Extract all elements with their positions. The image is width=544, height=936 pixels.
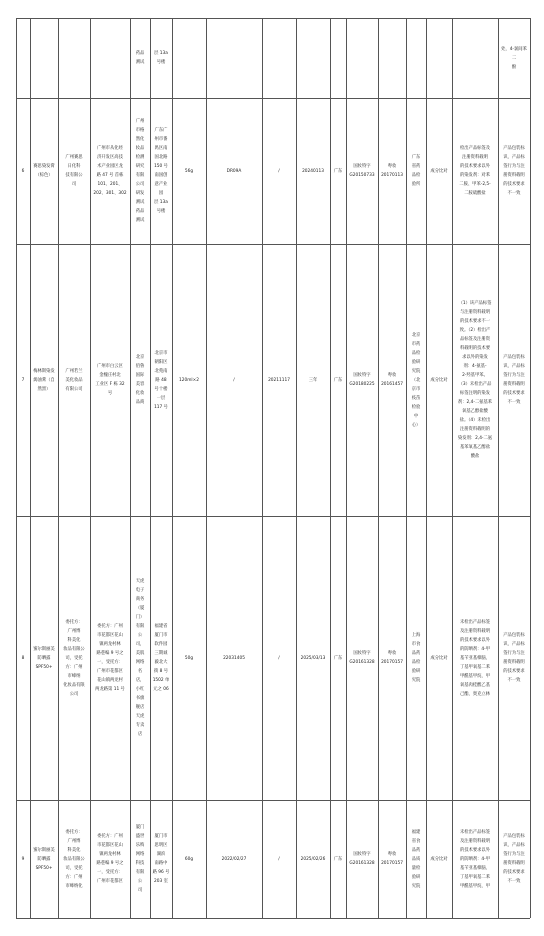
table-cell-inspector xyxy=(406,18,426,98)
table-cell-address xyxy=(90,18,130,98)
table-cell-inspector: 福建 省食 品药 品质 量检 验研 究院 xyxy=(411,829,421,889)
table-cell-inspector: 北京 市药 品检 验研 究院 （北 京市 疫苗 检验 中 心） xyxy=(411,332,421,428)
table-cell-result: 成分比对 xyxy=(430,856,448,862)
table-cell-note: 产品包装标 识、产品标 签行为与注 册资料载明 的技术要求 不一致 xyxy=(503,146,525,196)
table-cell-date xyxy=(262,18,296,98)
table-cell-location: 广东 xyxy=(333,377,343,383)
table-cell-license xyxy=(346,18,378,98)
table-cell-cert xyxy=(378,18,406,98)
table-cell-expire: 2025/03/13 xyxy=(300,655,326,661)
table-cell-item xyxy=(452,18,498,98)
table-cell-no: 8 xyxy=(21,655,25,661)
table-cell-cert: 粤妆 20161457 xyxy=(381,373,403,387)
table-cell-entrusted: 广州 市格 然化 妆品 检测 研究 有限 公司 研发 测试 药品 测试 xyxy=(135,119,145,223)
table-cell-inspector: 上海 市食 品药 品检 验研 究院 xyxy=(411,633,421,683)
table-cell-location: 广东 xyxy=(333,856,343,862)
table-cell-location xyxy=(330,18,346,98)
table-cell-entrusted_addr: 厦门市 思明区 湖滨 南路中 路 96 号 203 室 xyxy=(152,834,170,884)
table-cell-location: 广东 xyxy=(333,655,343,661)
table-cell-cert: 粤妆 20170157 xyxy=(381,852,403,866)
table-cell-product: 梅林斯染发 焗油膏（自 然黑） xyxy=(33,368,55,392)
table-cell-no: 7 xyxy=(21,377,25,383)
table-cell-note: 产品包装标 识、产品标 签行为与注 册资料载明 的技术要求 不一致 xyxy=(503,834,525,884)
table-cell-spec: 56g xyxy=(184,168,194,174)
table-cell-note: 产品包装标 识、产品标 签行为与注 册资料载明 的技术要求 不一致 xyxy=(503,355,525,405)
table-cell-inspector: 广东 省药 品检 验所 xyxy=(411,155,421,187)
table-cell-item: 未检出产品标签 及注册资料载明 的技术要求以外 的防晒剂：4-甲 基苄亚基樟脑、 丁基甲氧基二苯 甲酰基甲烷、甲 氧基肉桂酸乙基 己酯、奥克立林 xyxy=(459,619,491,697)
table-cell-item: 未检出产品标签 及注册资料载明 的技术要求以外 的防晒剂：4-甲 基苄亚基樟脑、 丁基甲氧基二苯 甲酰基甲烷、甲 xyxy=(459,829,491,889)
table-cell-license: 国妆特字 G20161328 xyxy=(349,651,375,665)
table-cell-address: 广州市从化经 济开发区高技 术产业园区龙 路 47 号 首栋 101、201、 202、301、302 xyxy=(93,146,127,196)
table-cell-batch: 2022/02/27 xyxy=(221,856,247,862)
table-cell-entrusted: 天虎 电子 商务 （厦 门） 有限 公 司， 美肌 网络 名 店， 小红 书旗 舰店 天虎 专卖 店 xyxy=(135,579,145,737)
table-cell-product: 赛思染发膏 （棕色） xyxy=(33,164,55,178)
table-cell-no: 6 xyxy=(21,168,25,174)
table-cell-batch xyxy=(206,18,262,98)
table-cell-expire: 20240113 xyxy=(302,168,324,174)
table-cell-cert: 粤妆 20170157 xyxy=(381,651,403,665)
table-cell-enterprise: 广州赛思 日化科 技有限公 司 xyxy=(65,155,83,187)
table-cell-spec xyxy=(172,18,206,98)
table-cell-note: 处，4-氯间苯二 酚 xyxy=(501,46,527,70)
table-cell-date: / xyxy=(278,655,280,661)
table-cell-entrusted_addr: 北京市 朝阳区 北苑南 路 48 号十楼 一层 117 号 xyxy=(154,350,168,410)
table-cell-spec: 50g xyxy=(184,655,194,661)
table-cell-spec: 60g xyxy=(184,856,194,862)
table-cell-address: 委托方：广州 市花都区花山 镇两龙村林 路巷编 9 号之 一，受托方： 广州市花都区 花山镇两龙村 两龙路第 11 号 xyxy=(95,624,125,692)
table-cell-address: 委托方：广州 市花都区花山 镇两龙村林 路巷编 9 号之 一，受托方： 广州市花都区 xyxy=(96,834,124,884)
row-rule xyxy=(16,918,530,919)
table-cell-enterprise: 委托方： 广州博 科美化 妆品有限公 司，受托 方：广州 市峰纳化 xyxy=(63,829,85,889)
table-cell-batch: DR09A xyxy=(226,168,242,174)
table-cell-note: 产品包装标 识、产品标 签行为与注 册资料载明 的技术要求 不一致 xyxy=(503,633,525,683)
table-cell-license: 国妆特字 G20180225 xyxy=(349,373,375,387)
table-cell-enterprise: 委托方： 广州博 科美化 妆品有限公 司，受托 方：广州 市峰纳 化妆品有限 公司 xyxy=(63,619,85,697)
column-rule xyxy=(530,18,531,918)
table-cell-spec: 120ml×2 xyxy=(179,377,199,383)
table-cell-location: 广东 xyxy=(333,168,343,174)
table-cell-enterprise: 广州若兰 美化妆品 有限公司 xyxy=(65,368,83,392)
table-cell-batch: / xyxy=(233,377,235,383)
table-cell-entrusted: 厦门 盛世 乐购 网络 科技 有限 公 司 xyxy=(135,825,145,893)
table-cell-product xyxy=(30,18,58,98)
table-cell-result xyxy=(426,18,452,98)
table-cell-entrusted_addr: 层 13a 号楼 xyxy=(154,51,168,65)
table-cell-expire: 2025/02/26 xyxy=(300,856,326,862)
table-cell-license: 国妆特字 G20161328 xyxy=(349,852,375,866)
table-cell-no: 9 xyxy=(21,856,25,862)
table-cell-batch: 22031405 xyxy=(223,655,245,661)
table-cell-license: 国妆特字 G20150733 xyxy=(349,164,375,178)
table-cell-result: 成分比对 xyxy=(430,655,448,661)
table-cell-entrusted: 药品 测试 xyxy=(135,51,145,65)
table-cell-entrusted_addr: 广东广 州市番 禺区南 国北路 150 号 南国创 意产业 园 层 13a 号楼 xyxy=(154,128,168,214)
table-cell-result: 成分比对 xyxy=(430,168,448,174)
table-cell-item: （1）该产品标签 与注册资料载明 的技术要求不一 致。（2）检出产 品标签及注册资 料载明的技术要 求以外的染发 剂：4-氨基- 2-羟基甲苯。 （3）未检出产品 标签注明的染发 剂：2,4-二氨基苯 氧基乙醇盐酸 盐。（4）未检出 注册资料载明的 染发剂：2,4-二氨 基苯氧基乙醇盐 酸盐 xyxy=(457,301,493,459)
table-cell-product: 蜜尔斯丽美 防晒露 SPF50+ xyxy=(33,847,55,871)
table-cell-result: 成分比对 xyxy=(430,377,448,383)
table-cell-item: 检出产品标签及 注册资料载明 的技术要求以外 的染发剂：对苯 二胺、甲苯-2,5- 二胺硫酸盐 xyxy=(459,146,491,196)
table-cell-enterprise xyxy=(58,18,90,98)
table-cell-address: 广州市白云区 金槐庄村北 工业区 F 栋 32 号 xyxy=(95,364,125,396)
table-cell-expire: 三年 xyxy=(308,377,318,383)
table-cell-product: 蜜尔斯丽美 防晒露 SPF50+ xyxy=(33,646,55,670)
table-cell-entrusted_addr: 福建省 厦门市 软件园 三期诚 毅北大 街 8 号 1502 单 元之 06 xyxy=(152,624,170,692)
table-cell-expire xyxy=(296,18,330,98)
table-cell-no xyxy=(16,18,30,98)
table-cell-date: / xyxy=(278,856,280,862)
table-cell-date: / xyxy=(278,168,280,174)
table-cell-date: 20211117 xyxy=(268,377,290,383)
table-cell-cert: 粤妆 20170113 xyxy=(381,164,403,178)
table-cell-entrusted: 北京 佰鲁 国际 美容 化妆 品商 xyxy=(135,355,145,405)
